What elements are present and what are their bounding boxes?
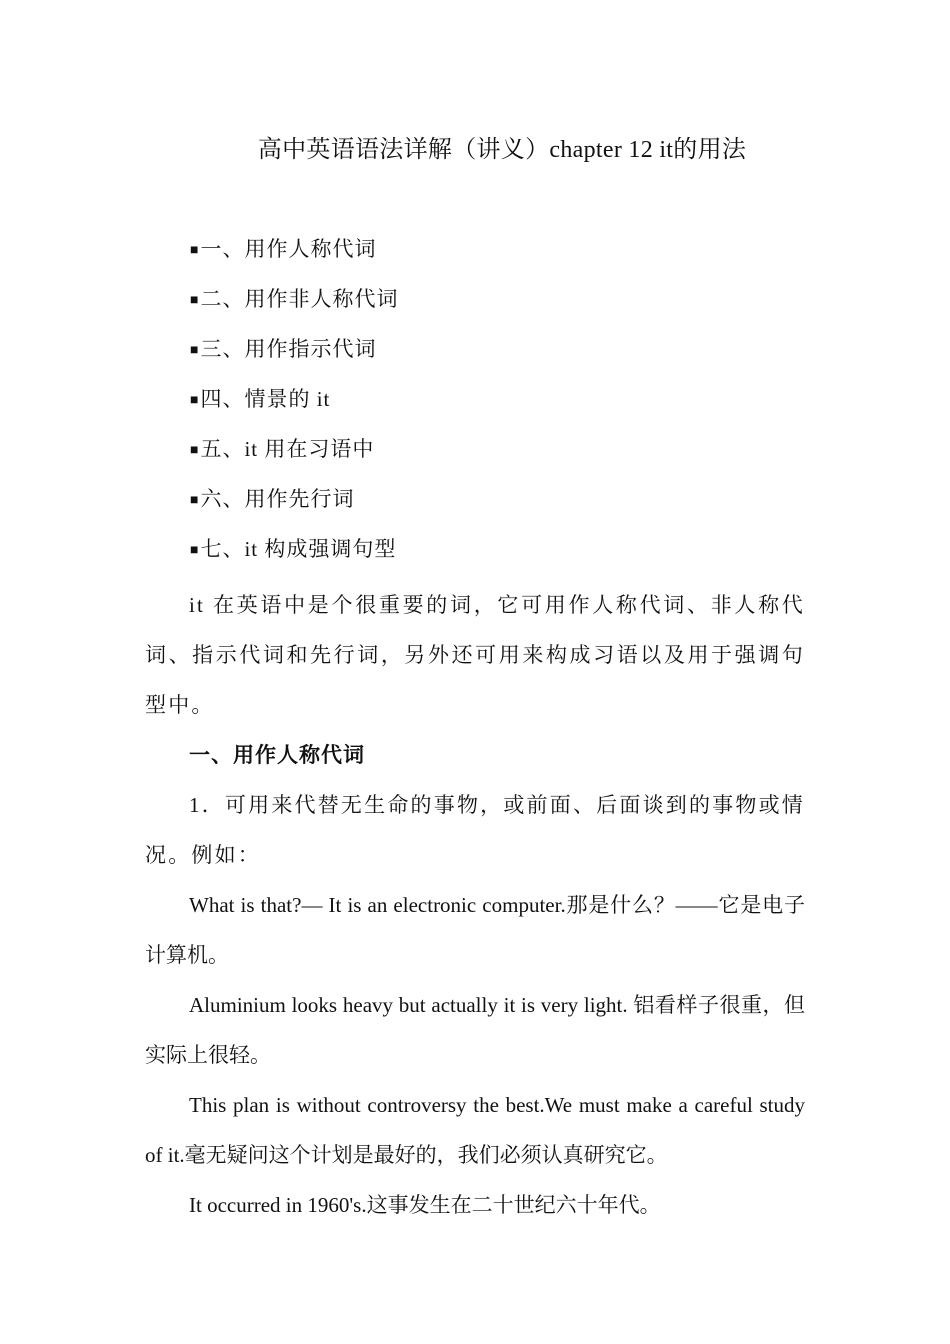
- square-bullet-icon: ■: [190, 393, 200, 408]
- toc-item-label: 七、it 构成强调句型: [200, 537, 397, 561]
- toc-item-label: 一、用作人称代词: [200, 237, 377, 261]
- example-sentence: What is that?— It is an electronic computer.那是什么？——它是电子计算机。: [145, 893, 805, 967]
- toc-item: [190, 280, 810, 330]
- example-sentence: It occurred in 1960's.这事发生在二十世纪六十年代。: [189, 1193, 661, 1217]
- example-sentence: This plan is without controversy the best.We must make a careful study of it.毫无疑问这个计划是最好的，我们必须认真研究它。: [145, 1093, 805, 1167]
- square-bullet-icon: ■: [190, 443, 200, 458]
- toc-item: [190, 480, 810, 530]
- section-heading: 一、用作人称代词: [189, 743, 365, 767]
- toc-item: [190, 230, 810, 280]
- intro-paragraph: it 在英语中是个很重要的词，它可用作人称代词、非人称代词、指示代词和先行词，另外还可用来构成习语以及用于强调句型中。: [145, 593, 805, 717]
- body-text: [145, 580, 805, 1230]
- square-bullet-icon: ■: [190, 293, 200, 308]
- toc-item: [190, 530, 810, 580]
- square-bullet-icon: ■: [190, 543, 200, 558]
- section-point: 1．可用来代替无生命的事物，或前面、后面谈到的事物或情况。例如：: [145, 793, 805, 867]
- toc-item: [190, 430, 810, 480]
- toc-item-label: 四、情景的 it: [200, 387, 331, 411]
- toc-item-label: 二、用作非人称代词: [200, 287, 399, 311]
- square-bullet-icon: ■: [190, 243, 200, 258]
- toc-item-label: 三、用作指示代词: [200, 337, 377, 361]
- example-sentence: Aluminium looks heavy but actually it is very light. 铝看样子很重，但实际上很轻。: [145, 993, 805, 1067]
- square-bullet-icon: ■: [190, 343, 200, 358]
- toc-item: [190, 330, 810, 380]
- page-title: 高中英语语法详解（讲义）chapter 12 it的用法: [257, 137, 747, 163]
- toc-item-label: 五、it 用在习语中: [200, 437, 375, 461]
- table-of-contents: [190, 230, 810, 580]
- toc-item: [190, 380, 810, 430]
- square-bullet-icon: ■: [190, 493, 200, 508]
- toc-item-label: 六、用作先行词: [200, 487, 355, 511]
